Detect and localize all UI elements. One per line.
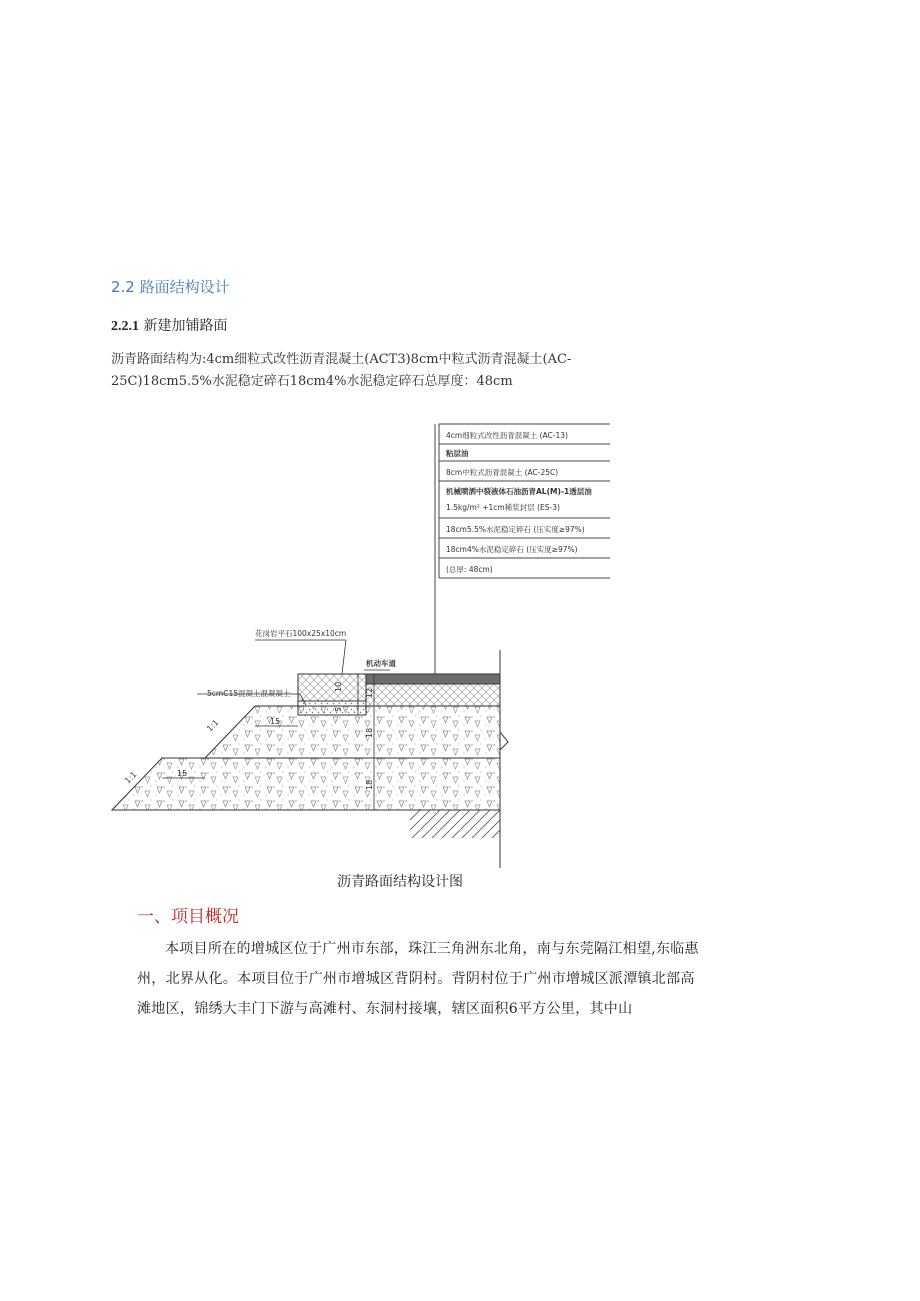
depth-5-label: 5 (334, 706, 343, 712)
curb-stone (298, 674, 366, 701)
depth-12-label: 12 (365, 687, 374, 698)
pavement-structure-diagram (110, 420, 620, 868)
chapter-heading: 一、项目概况 (137, 907, 239, 927)
width-lower-label: 15 (177, 769, 188, 778)
surface-asphalt-layer (366, 674, 500, 684)
subsection-title: 新建加铺路面 (143, 318, 228, 334)
layer-6-label: 18cm5.5%水泥稳定碎石 (压实度≥97%) (446, 525, 585, 534)
layer-7-label: 18cm4%水泥稳定碎石 (压实度≥97%) (446, 545, 578, 554)
section-number: 2.2 (111, 278, 135, 296)
layer-3-label: 8cm中粒式沥青混凝土 (AC-25C) (446, 468, 559, 477)
lane-label: 机动车道 (366, 659, 396, 668)
layer-8-label: (总厚: 48cm) (446, 565, 493, 574)
pavement-description: 沥青路面结构为:4cm细粒式改性沥青混凝土(ACT3)8cm中粒式沥青混凝土(AC-25C)18cm5.5%水泥稳定碎石18cm4%水泥稳定碎石总厚度：48cm (111, 352, 572, 389)
subsection-heading (111, 315, 227, 335)
project-overview-paragraph: 本项目所在的增城区位于广州市东部，珠江三角洲东北角，南与东莞隔江相望,东临惠州，北界从化。本项目位于广州市增城区背阴村。背阴村位于广州市增城区派潭镇北部高滩地区，锦绣大丰门下游与高滩村、东洞村接壤，辖区面积6平方公里，其中山 (137, 941, 699, 1017)
depth-18-lower-label: 18 (365, 779, 374, 790)
layer-4-label: 机械喷洒中裂液体石油沥青AL(M)-1透层油 (446, 487, 592, 496)
width-upper-label: 15 (270, 717, 281, 726)
layer-2-label: 粘层油 (446, 449, 469, 458)
subsection-number: 2.2.1 (111, 319, 139, 334)
curb-label: 花岗岩平石100x25x10cm (255, 629, 347, 638)
slope-upper-label: 1:1 (205, 717, 221, 734)
section-heading (111, 276, 230, 297)
layer-5-label: 1.5kg/m² +1cm稀浆封层 (ES-3) (446, 503, 560, 512)
section-title: 路面结构设计 (139, 278, 230, 296)
lower-base-layer (112, 758, 500, 810)
layer-legend-table (435, 424, 610, 680)
subgrade (410, 810, 500, 838)
figure-caption: 沥青路面结构设计图 (337, 874, 463, 890)
depth-10-label: 10 (334, 681, 343, 692)
concrete-pad (298, 701, 366, 715)
middle-asphalt-layer (366, 684, 500, 706)
concrete-label: 5cmC15混凝土混凝凝土 (207, 689, 291, 698)
slope-lower-label: 1:1 (123, 769, 139, 786)
layer-1-label: 4cm细粒式改性沥青混凝土 (AC-13) (446, 431, 568, 440)
depth-18-upper-label: 18 (365, 727, 374, 738)
